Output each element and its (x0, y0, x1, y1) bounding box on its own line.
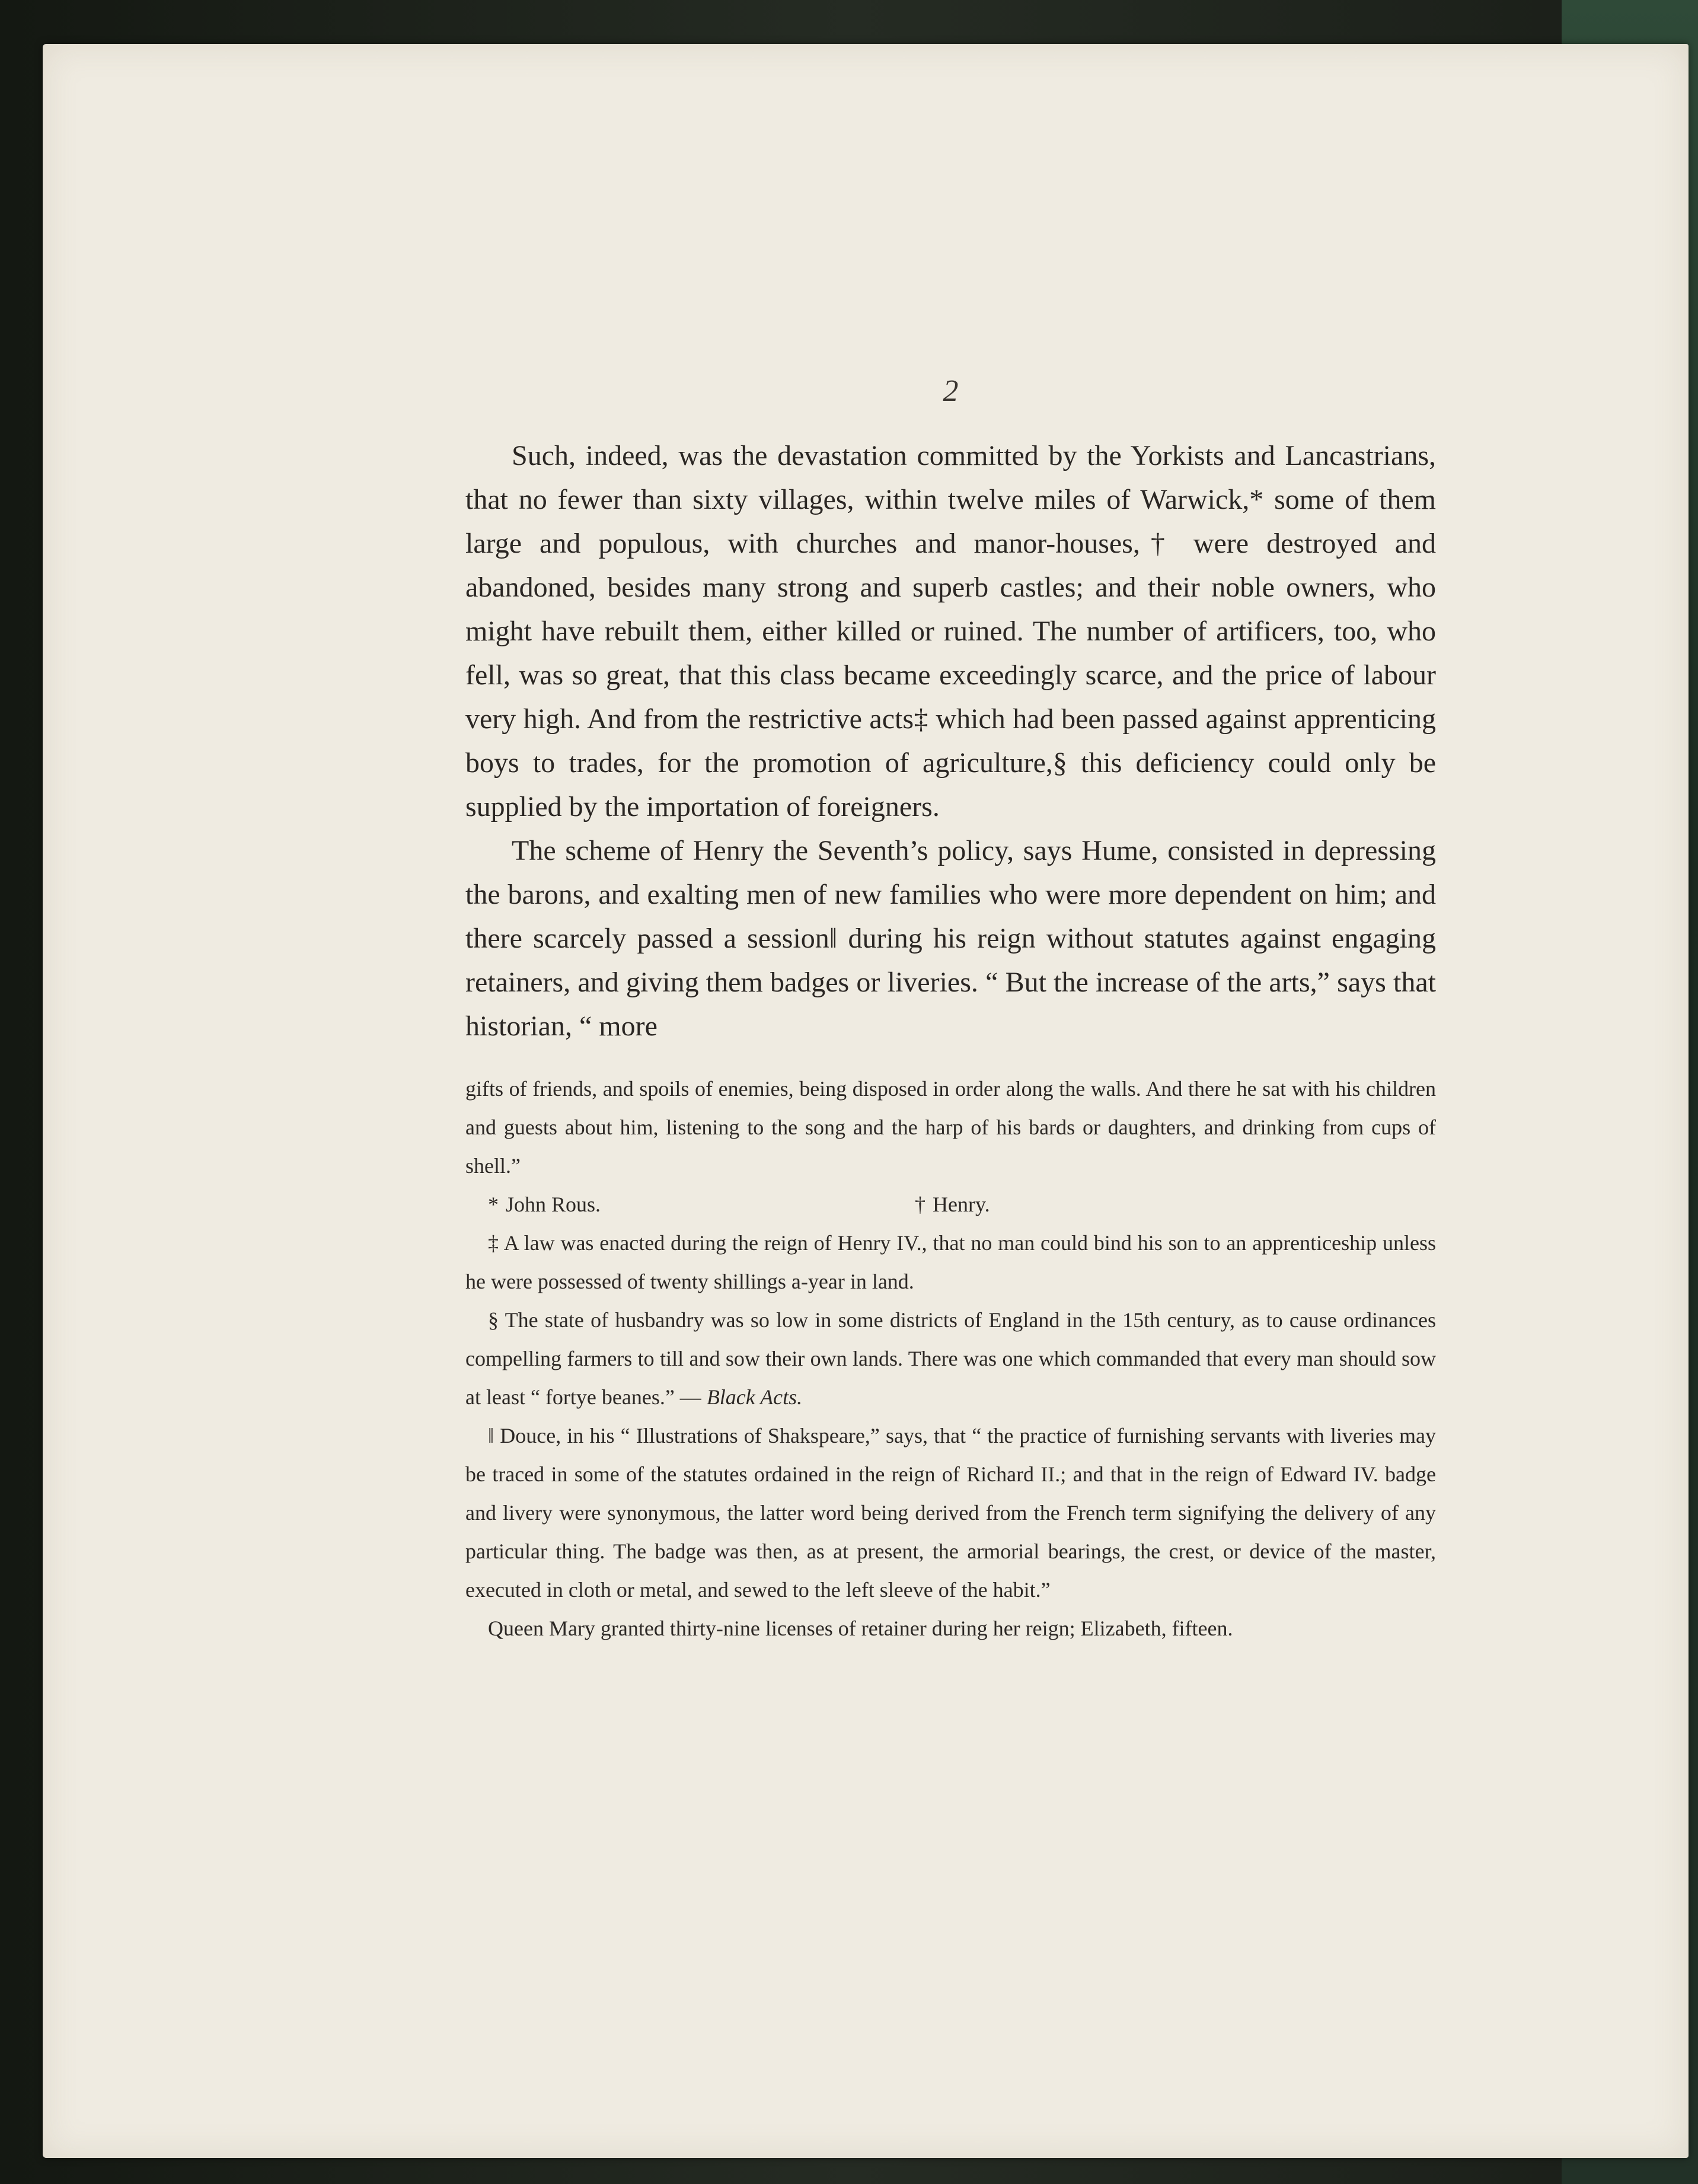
page-content (465, 376, 1436, 1648)
footnote-dagger-text: Henry. (933, 1193, 990, 1216)
footnote-short-row (465, 1185, 1436, 1224)
footnote-section-text: § The state of husbandry was so low in some districts of England in the 15th century, as to cause ordinances compelling farmers to till and sow their own lands. There was one which commanded that every man should sow at least “ fortye beanes.” — (465, 1308, 1436, 1409)
body-paragraph-1: Such, indeed, was the devastation committed by the Yorkists and Lancastrians, that no fewer than sixty villages, within twelve miles of Warwick,* some of them large and populous, with churches and manor-houses,† were destroyed and abandoned, besides many strong and superb castles; and their noble owners, who might have rebuilt them, either killed or ruined. The number of artificers, too, who fell, was so great, that this class became exceedingly scarce, and the price of labour very high. And from the restrictive acts‡ which had been passed against apprenticing boys to trades, for the promotion of agriculture,§ this deficiency could only be supplied by the importation of foreigners. (465, 440, 1436, 822)
footnote-queen-mary: Queen Mary granted thirty-nine licenses of retainer during her reign; Elizabeth, fifteen. (488, 1617, 1233, 1640)
footnote-dagger-marker: † (915, 1193, 925, 1216)
footnote-henry (915, 1185, 1342, 1224)
footnote-section-source: Black Acts. (706, 1385, 803, 1409)
body-paragraph-2: The scheme of Henry the Seventh’s policy, says Hume, consisted in depressing the barons, and exalting men of new families who were more dependent on him; and there scarcely passed a session‖ during his reign without statutes against engaging retainers, and giving them badges or liveries. “ But the increase of the arts,” says that historian, “ more (465, 835, 1436, 1042)
footnote-section (465, 1301, 1436, 1417)
footnote-parallel: ‖ Douce, in his “ Illustrations of Shakspeare,” says, that “ the practice of furnishing servants with liveries may be traced in some of the statutes ordained in the reign of Richard II.; and that in the reign of Edward IV. badge and livery were synonymous, the latter word being derived from the French term signifying the delivery of any particular thing. The badge was then, as at present, the armorial bearings, the crest, or device of the master, executed in cloth or metal, and sewed to the left sleeve of the habit.” (465, 1424, 1436, 1602)
footnote-john-rous (488, 1185, 915, 1224)
footnote-continuation: gifts of friends, and spoils of enemies, being disposed in order along the walls. And there he sat with his children and guests about him, listening to the song and the harp of his bards or daughters, and drinking from cups of shell.” (465, 1077, 1436, 1178)
footnote-star-marker: * (488, 1193, 499, 1216)
page-number: 2 (943, 374, 959, 408)
footnotes (465, 1070, 1436, 1648)
book-page (43, 44, 1689, 2158)
footnote-star-text: John Rous. (506, 1193, 601, 1216)
footnote-double-dagger: ‡ A law was enacted during the reign of Henry IV., that no man could bind his son to an apprenticeship unless he were possessed of twenty shillings a-year in land. (465, 1231, 1436, 1293)
